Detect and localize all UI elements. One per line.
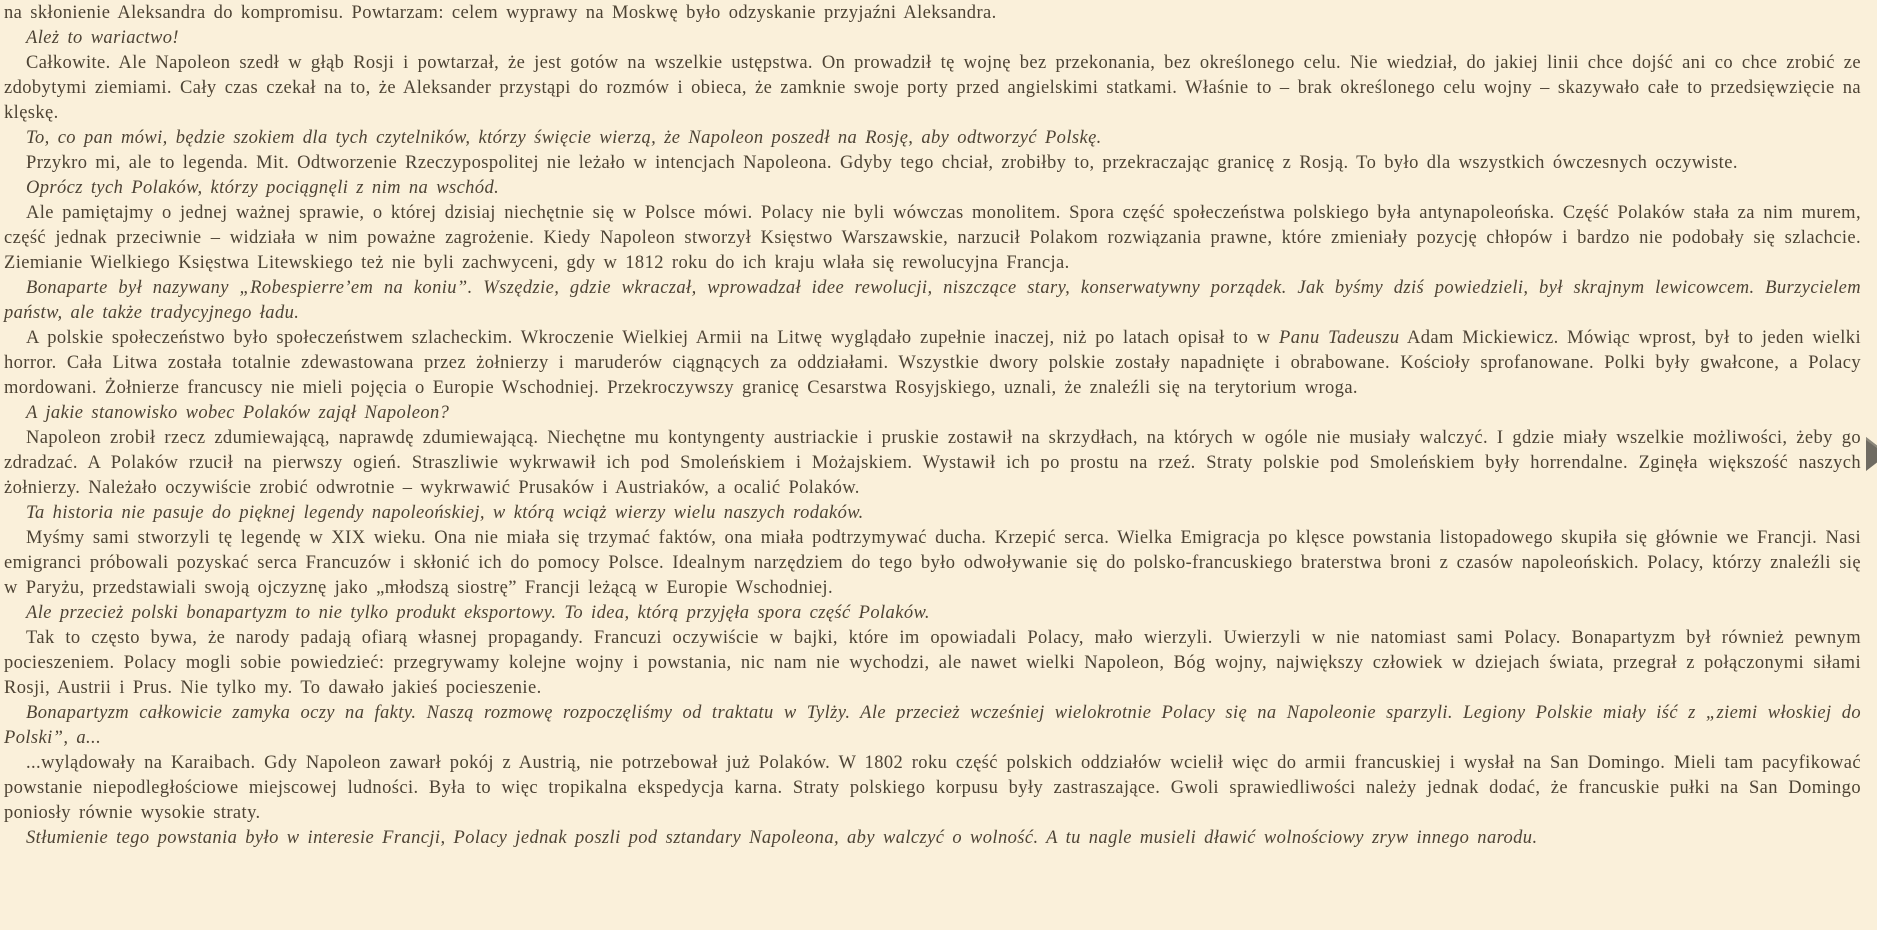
paragraph-question: [4, 26, 1861, 51]
paragraph-answer: [4, 526, 1861, 601]
text-segment: Przykro mi, ale to legenda. Mit. Odtworzenie Rzeczypospolitej nie leżało w intencjach Napoleona. Gdyby tego chciał, zrobiłby to, przekraczając granicę z Rosją. To było dla wszystkich ówczesnych oczywiste.: [26, 153, 1738, 173]
text-segment: Tak to często bywa, że narody padają ofiarą własnej propagandy. Francuzi oczywiście w bajki, które im opowiadali Polacy, mało wierzyli. Uwierzyli w nie natomiast sami Polacy. Bonapartyzm był również pewnym pocieszeniem. Polacy mogli sobie powiedzieć: przegrywamy kolejne wojny i powstania, nic nam nie wychodzi, ale nawet wielki Napoleon, Bóg wojny, największy człowiek w dziejach świata, przegrał z połączonymi siłami Rosji, Austrii i Prus. Nie tylko my. To dawało jakieś pocieszenie.: [4, 628, 1861, 698]
paragraph-answer: [4, 426, 1861, 501]
next-page-arrow-icon: [1865, 437, 1877, 471]
text-segment: Ależ to wariactwo!: [26, 28, 179, 48]
text-segment: ...wylądowały na Karaibach. Gdy Napoleon zawarł pokój z Austrią, nie potrzebował już Polaków. W 1802 roku część polskich oddziałów wcielił więc do armii francuskiej i wysłał na San Domingo. Mieli tam pacyfikować powstanie niepodległościowe miejscowej ludności. Była to więc tropikalna ekspedycja karna. Straty polskiego korpusu były zastraszające. Gwoli sprawiedliwości należy jednak dodać, że francuskie pułki na San Domingo poniosły równie wysokie straty.: [4, 753, 1861, 823]
text-segment: A polskie społeczeństwo było społeczeństwem szlacheckim. Wkroczenie Wielkiej Armii na Litwę wyglądało zupełnie inaczej, niż po latach opisał to w: [26, 328, 1280, 348]
paragraph-question: [4, 701, 1861, 751]
next-page-button[interactable]: [1865, 437, 1877, 471]
text-segment: Ta historia nie pasuje do pięknej legendy napoleońskiej, w którą wciąż wierzy wielu naszych rodaków.: [26, 503, 864, 523]
text-segment: To, co pan mówi, będzie szokiem dla tych czytelników, którzy święcie wierzą, że Napoleon poszedł na Rosję, aby odtworzyć Polskę.: [26, 128, 1102, 148]
paragraph-answer: [4, 51, 1861, 126]
paragraph-question: [4, 826, 1861, 851]
paragraph-question: [4, 601, 1861, 626]
paragraph-answer: [4, 201, 1861, 276]
text-segment: A jakie stanowisko wobec Polaków zajął Napoleon?: [26, 403, 450, 423]
text-segment: Bonaparte był nazywany „Robespierre’em na koniu”. Wszędzie, gdzie wkraczał, wprowadzał idee rewolucji, niszczące stary, konserwatywny porządek. Jak byśmy dziś powiedzieli, był skrajnym lewicowcem. Burzycielem państw, ale także tradycyjnego ładu.: [4, 278, 1861, 323]
paragraph-question: [4, 401, 1861, 426]
cited-title-italic: Panu Tadeuszu: [1279, 328, 1400, 348]
text-segment: Myśmy sami stworzyli tę legendę w XIX wieku. Ona nie miała się trzymać faktów, ona miała podtrzymywać ducha. Krzepić serca. Wielka Emigracja po klęsce powstania listopadowego skupiła się głównie we Francji. Nasi emigranci próbowali pozyskać serca Francuzów i skłonić ich do pomocy Polsce. Idealnym narzędziem do tego było odwoływanie się do polsko-francuskiego braterstwa broni z czasów napoleońskich. Polacy, którzy znaleźli się w Paryżu, przedstawiali swoją ojczyznę jako „młodszą siostrę” Francji leżącą w Europie Wschodniej.: [4, 528, 1861, 598]
paragraph-answer: [4, 751, 1861, 826]
text-segment: Oprócz tych Polaków, którzy pociągnęli z nim na wschód.: [26, 178, 500, 198]
text-segment: Całkowite. Ale Napoleon szedł w głąb Rosji i powtarzał, że jest gotów na wszelkie ustępstwa. On prowadził tę wojnę bez przekonania, bez określonego celu. Nie wiedział, do jakiej linii chce dojść ani co chce zrobić ze zdobytymi ziemiami. Cały czas czekał na to, że Aleksander przystąpi do rozmów i obieca, że zamknie swoje porty przed angielskimi statkami. Właśnie to – brak określonego celu wojny – skazywało całe to przedsięwzięcie na klęskę.: [4, 53, 1861, 123]
paragraph-question: [4, 276, 1861, 326]
text-segment: Napoleon zrobił rzecz zdumiewającą, naprawdę zdumiewającą. Niechętne mu kontyngenty austriackie i pruskie zostawił na skrzydłach, na których w ogóle nie musiały walczyć. I gdzie miały wszelkie możliwości, żeby go zdradzać. A Polaków rzucił na pierwszy ogień. Straszliwie wykrwawił ich pod Smoleńskiem i Możajskiem. Wystawił ich po prostu na rzeź. Straty polskie pod Smoleńskiem były horrendalne. Zginęła większość naszych żołnierzy. Należało oczywiście zrobić odwrotnie – wykrwawić Prusaków i Austriaków, a ocalić Polaków.: [4, 428, 1861, 498]
text-segment: Ale pamiętajmy o jednej ważnej sprawie, o której dzisiaj niechętnie się w Polsce mówi. Polacy nie byli wówczas monolitem. Spora część społeczeństwa polskiego była antynapoleońska. Część Polaków stała za nim murem, część jednak przeciwnie – widziała w nim poważne zagrożenie. Kiedy Napoleon stworzył Księstwo Warszawskie, narzucił Polakom rozwiązania prawne, które zmieniały pozycję chłopów i bardzo nie podobały się szlachcie. Ziemianie Wielkiego Księstwa Litewskiego też nie byli zachwyceni, gdy w 1812 roku do ich kraju wlała się rewolucyjna Francja.: [4, 203, 1861, 273]
paragraph-answer: [4, 326, 1861, 401]
paragraph-answer: [4, 151, 1861, 176]
paragraph-question: [4, 126, 1861, 151]
paragraph-question: [4, 501, 1861, 526]
text-segment: Ale przecież polski bonapartyzm to nie tylko produkt eksportowy. To idea, którą przyjęła spora część Polaków.: [26, 603, 930, 623]
text-segment: na skłonienie Aleksandra do kompromisu. Powtarzam: celem wyprawy na Moskwę było odzyskanie przyjaźni Aleksandra.: [4, 3, 997, 23]
paragraph-question: [4, 176, 1861, 201]
text-segment: Bonapartyzm całkowicie zamyka oczy na fakty. Naszą rozmowę rozpoczęliśmy od traktatu w Tylży. Ale przecież wcześniej wielokrotnie Polacy się na Napoleonie sparzyli. Legiony Polskie miały iść z „ziemi włoskiej do Polski”, a...: [4, 703, 1861, 748]
paragraph-answer: [4, 626, 1861, 701]
paragraph-answer: [4, 1, 1861, 26]
text-segment: Stłumienie tego powstania było w interesie Francji, Polacy jednak poszli pod sztandary Napoleona, aby walczyć o wolność. A tu nagle musieli dławić wolnościowy zryw innego narodu.: [26, 828, 1538, 848]
text-segment: Adam Mickiewicz. Mówiąc wprost, był to jeden wielki horror. Cała Litwa została totalnie zdewastowana przez żołnierzy i maruderów ciągnących za oddziałami. Wszystkie dwory polskie zostały napadnięte i obrabowane. Kościoły sprofanowane. Polki były gwałcone, a Polacy mordowani. Żołnierze francuscy nie mieli pojęcia o Europie Wschodniej. Przekroczywszy granicę Cesarstwa Rosyjskiego, uznali, że znaleźli się na terytorium wroga.: [4, 328, 1861, 398]
page-text: [4, 1, 1861, 851]
